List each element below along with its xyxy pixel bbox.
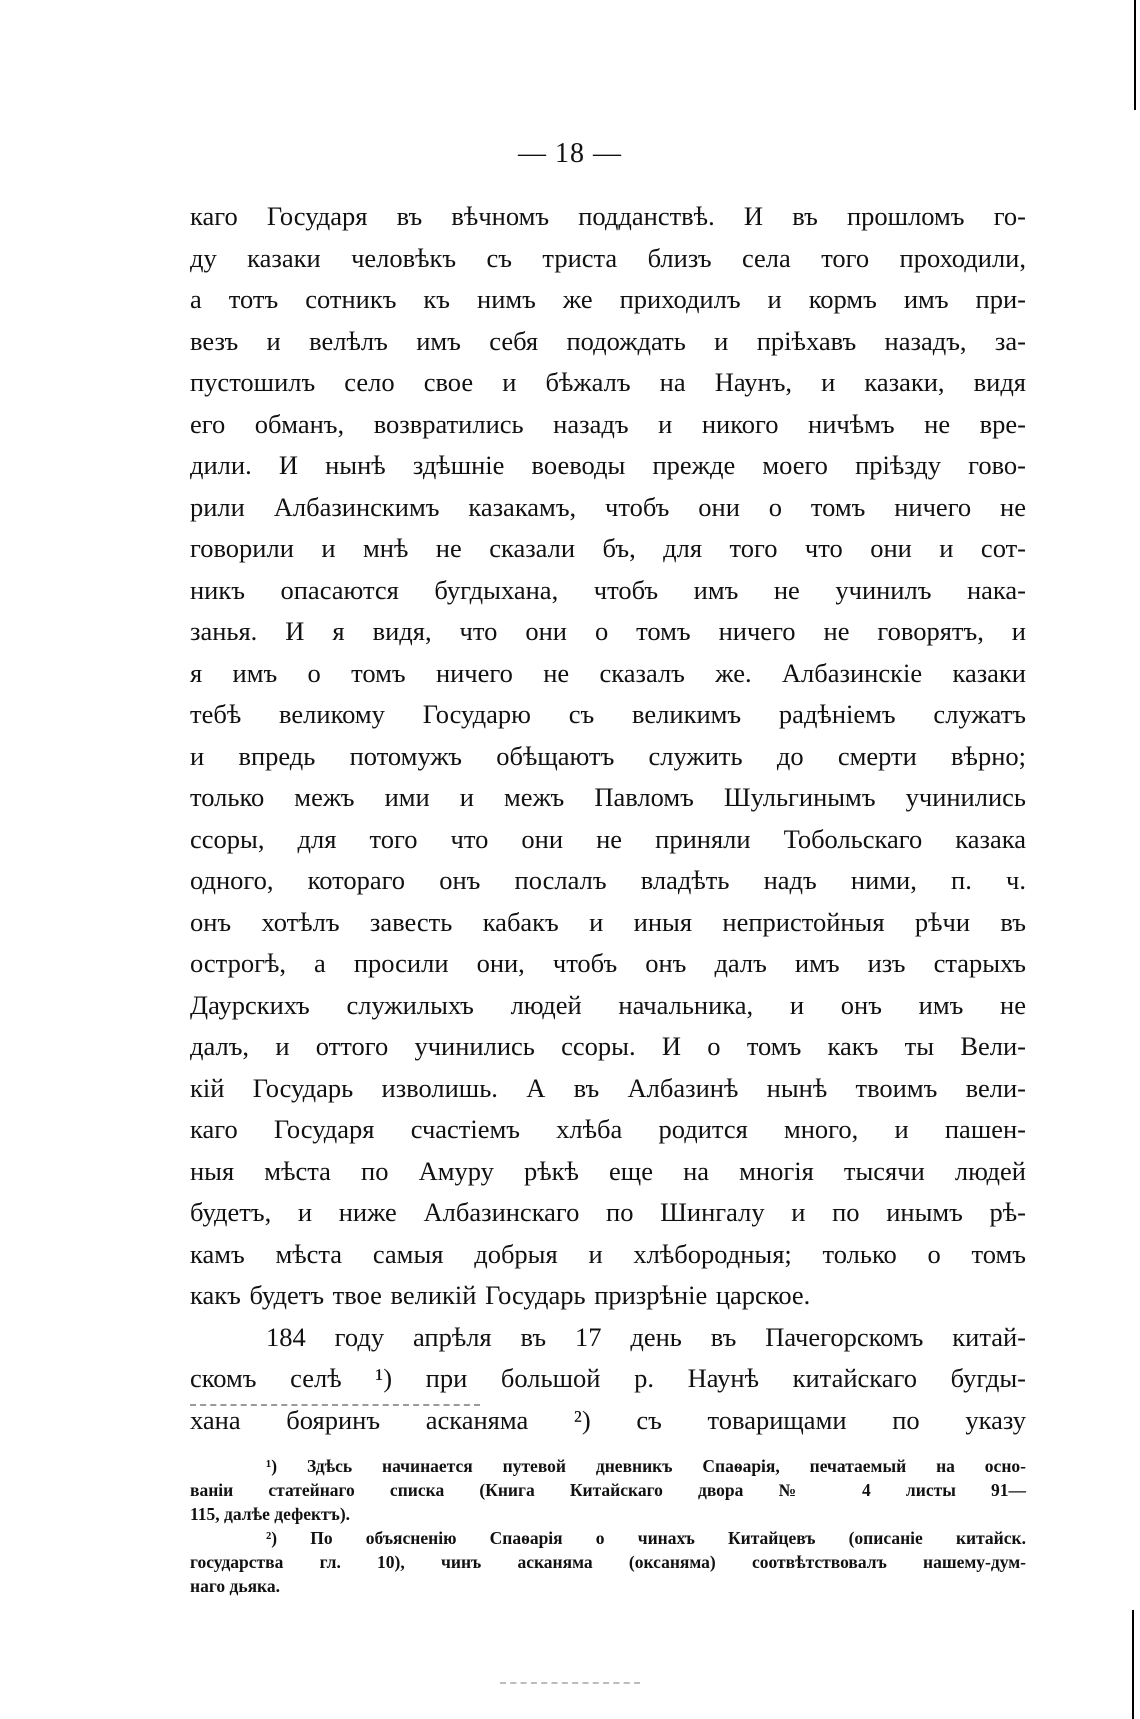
text-line: далъ, и оттого учинились ссоры. И о томъ какъ ты Вели- — [190, 1031, 1026, 1061]
footnotes — [190, 1454, 1026, 1598]
text-line: будетъ, и ниже Албазинскаго по Шингалу и по инымъ рѣ- — [190, 1197, 1026, 1227]
page-number: — 18 — — [518, 138, 622, 169]
footnote-separator — [190, 1404, 480, 1408]
paragraph-end-line: какъ будетъ твое великій Государь призрѣніе царское. — [190, 1280, 811, 1310]
text-line: Даурскихъ служилыхъ людей начальника, и онъ имъ не — [190, 989, 1026, 1020]
paragraph-start-line: 184 году апрѣля въ 17 день въ Пачегорскомъ китай- — [266, 1321, 1026, 1352]
text-line: одного, котораго онъ послалъ владѣть надъ ними, п. ч. — [190, 865, 1026, 895]
text-line: каго Государя счастіемъ хлѣба родится много, и пашен- — [190, 1114, 1026, 1144]
text-line: каго Государя въ вѣчномъ подданствѣ. И въ прошломъ го- — [190, 201, 1026, 231]
footnote-2-line: государства гл. 10), чинъ асканяма (оксаняма) соотвѣтствовалъ нашему-дум- — [190, 1552, 1026, 1572]
text-line: никъ опасаются бугдыхана, чтобъ имъ не учинилъ нака- — [190, 574, 1026, 605]
text-line: пустошилъ село свое и бѣжалъ на Наунъ, и казаки, видя — [190, 367, 1026, 397]
text-line: рили Албазинскимъ казакамъ, чтобъ они о томъ ничего не — [190, 491, 1026, 522]
text-line: только межъ ими и межъ Павломъ Шульгинымъ учинились — [190, 782, 1026, 812]
text-line: везъ и велѣлъ имъ себя подождать и пріѣхавъ назадъ, за- — [190, 325, 1026, 356]
footnote-1-line: ¹) Здѣсь начинается путевой дневникъ Спаѳарія, печатаемый на осно- — [266, 1456, 1026, 1476]
text-line: говорили и мнѣ не сказали бъ, для того что они и сот- — [190, 533, 1026, 563]
text-line: тебѣ великому Государю съ великимъ радѣніемъ служатъ — [190, 699, 1026, 729]
text-line: я имъ о томъ ничего не сказалъ же. Албазинскіе казаки — [190, 657, 1026, 688]
bottom-print-mark — [500, 1682, 640, 1686]
main-text — [190, 196, 1026, 1441]
scan-edge-line — [1134, 0, 1136, 110]
text-line: а тотъ сотникъ къ нимъ же приходилъ и кормъ имъ при- — [190, 284, 1026, 314]
text-line: дили. И нынѣ здѣшніе воеводы прежде моего пріѣзду гово- — [190, 450, 1026, 480]
text-line: и впредь потомужъ обѣщаютъ служить до смерти вѣрно; — [190, 740, 1026, 771]
text-line: острогѣ, а просили они, чтобъ онъ далъ имъ изъ старыхъ — [190, 948, 1026, 978]
text-line: ныя мѣста по Амуру рѣкѣ еще на многія тысячи людей — [190, 1155, 1026, 1186]
scan-edge-line-bottom — [1132, 1610, 1134, 1719]
text-line: занья. И я видя, что они о томъ ничего не говорятъ, и — [190, 616, 1026, 646]
text-line: хана бояринъ асканяма ²) съ товарищами по указу — [190, 1404, 1026, 1435]
text-line: ду казаки человѣкъ съ триста близъ села того проходили, — [190, 242, 1026, 273]
text-line: камъ мѣста самыя добрыя и хлѣбородныя; только о томъ — [190, 1238, 1026, 1269]
text-line: скомъ селѣ ¹) при большой р. Наунѣ китайскаго бугды- — [190, 1363, 1026, 1393]
footnote-2-line: ²) По объясненію Спаѳарія о чинахъ Китайцевъ (описаніе китайск. — [266, 1528, 1026, 1548]
footnote-1-line: ваніи статейнаго списка (Книга Китайскаго двора № 4 листы 91— — [190, 1480, 1026, 1500]
footnote-2-line: наго дьяка. — [190, 1576, 280, 1596]
text-line: кій Государь изволишь. А въ Албазинѣ нынѣ твоимъ вели- — [190, 1072, 1026, 1103]
footnote-1-line: 115, далѣе дефектъ). — [190, 1504, 351, 1524]
text-line: его обманъ, возвратились назадъ и никого ничѣмъ не вре- — [190, 408, 1026, 439]
text-line: онъ хотѣлъ завесть кабакъ и иныя непристойныя рѣчи въ — [190, 906, 1026, 937]
text-line: ссоры, для того что они не приняли Тобольскаго казака — [190, 823, 1026, 854]
